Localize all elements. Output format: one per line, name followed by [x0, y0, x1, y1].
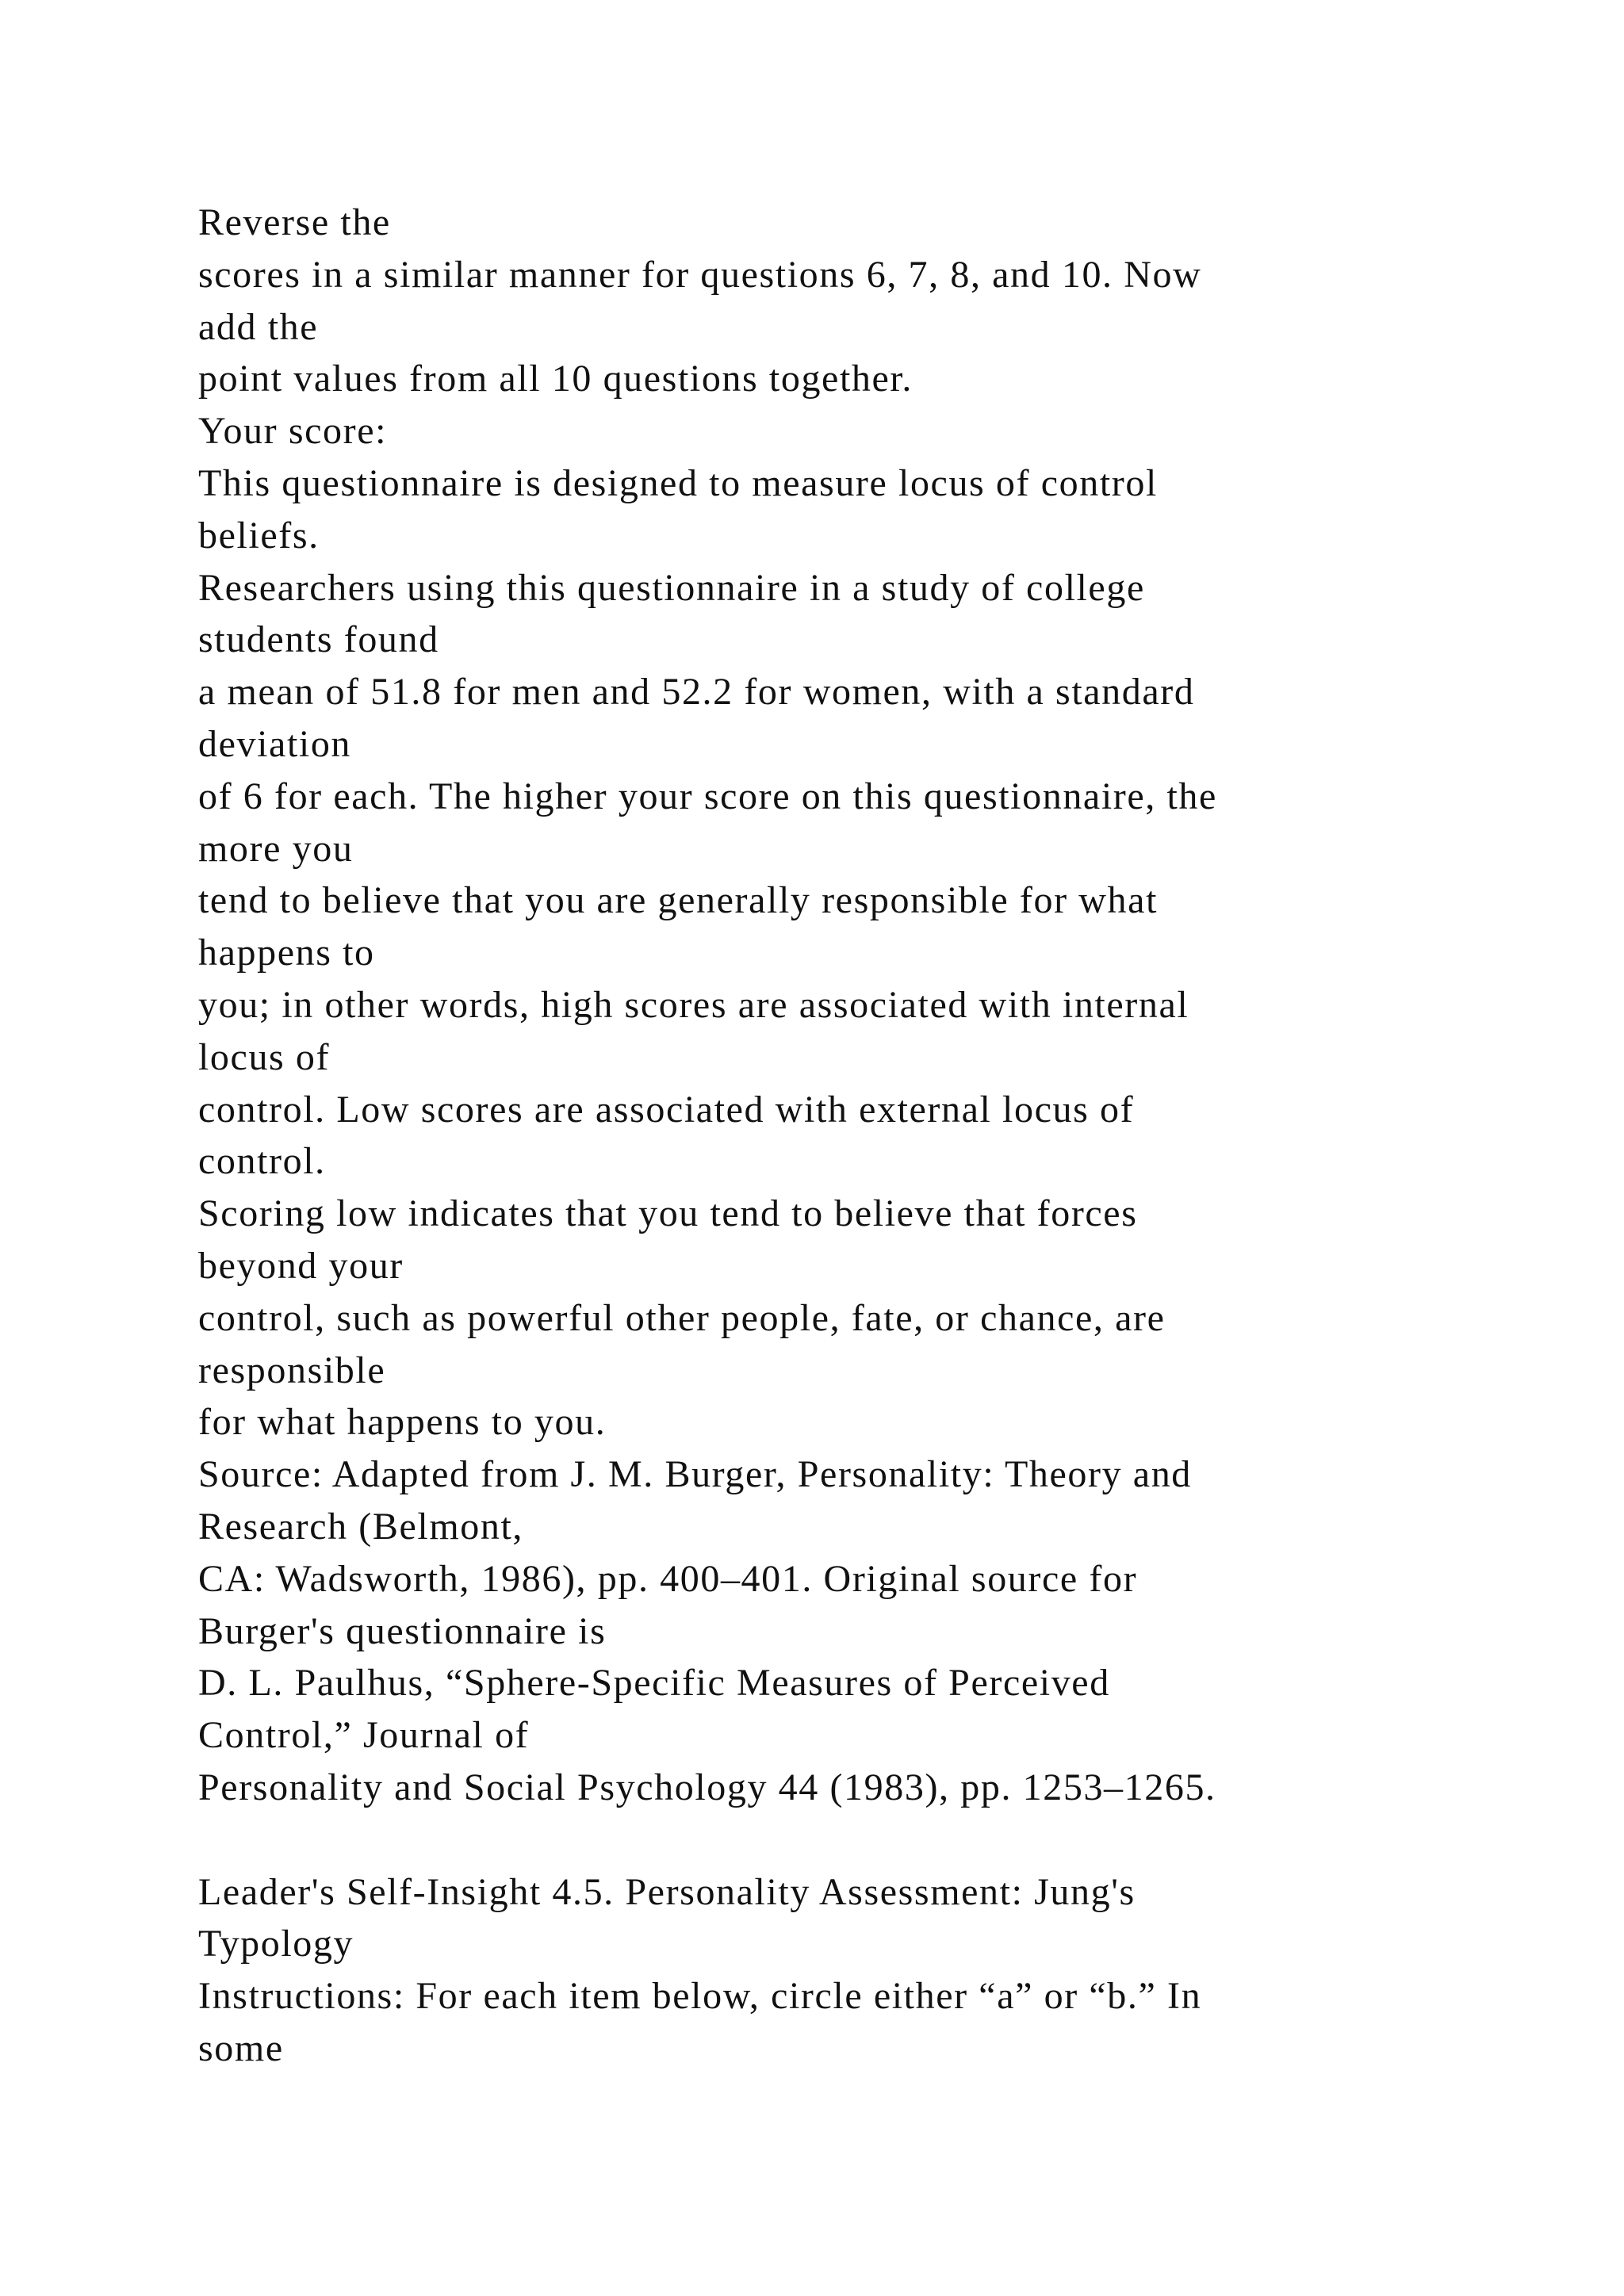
text-line: Your score:	[198, 410, 388, 453]
text-line: add the	[198, 305, 319, 348]
text-line: Personality and Social Psychology 44 (1983), pp. 1253–1265.	[198, 1766, 1216, 1808]
document-text	[198, 197, 1546, 2075]
text-line: beyond your	[198, 1244, 404, 1287]
text-line: locus of	[198, 1035, 331, 1078]
text-line: Control,” Journal of	[198, 1714, 530, 1757]
text-line: deviation	[198, 722, 352, 765]
text-line: you; in other words, high scores are associated with internal	[198, 983, 1189, 1026]
text-line: of 6 for each. The higher your score on this questionnaire, the	[198, 775, 1217, 817]
text-line: D. L. Paulhus, “Sphere-Specific Measures of Perceived	[198, 1662, 1110, 1705]
text-line: control.	[198, 1140, 326, 1183]
text-line: more you	[198, 827, 354, 870]
blank-line	[198, 1814, 1546, 1866]
text-line: Scoring low indicates that you tend to believe that forces	[198, 1192, 1138, 1235]
section-heading-line: Typology	[198, 1923, 354, 1965]
text-line: This questionnaire is designed to measure locus of control	[198, 461, 1158, 504]
text-line: Instructions: For each item below, circle either “a” or “b.” In	[198, 1975, 1202, 2018]
text-line: scores in a similar manner for questions 6, 7, 8, and 10. Now	[198, 253, 1202, 296]
text-line: some	[198, 2026, 284, 2069]
text-line: responsible	[198, 1349, 386, 1391]
text-line: Burger's questionnaire is	[198, 1609, 607, 1652]
text-line: control. Low scores are associated with external locus of	[198, 1088, 1135, 1131]
text-line: Reverse the	[198, 201, 391, 243]
text-line: Researchers using this questionnaire in a study of college	[198, 566, 1145, 609]
text-line: happens to	[198, 932, 375, 974]
text-line: students found	[198, 618, 439, 661]
text-line: a mean of 51.8 for men and 52.2 for women, with a standard	[198, 671, 1195, 714]
text-line: CA: Wadsworth, 1986), pp. 400–401. Original source for	[198, 1557, 1138, 1600]
text-line: Research (Belmont,	[198, 1505, 524, 1548]
text-line: for what happens to you.	[198, 1401, 607, 1444]
text-line: Source: Adapted from J. M. Burger, Personality: Theory and	[198, 1453, 1192, 1496]
text-line: control, such as powerful other people, fate, or chance, are	[198, 1296, 1166, 1339]
text-line: tend to believe that you are generally responsible for what	[198, 879, 1159, 922]
text-line: beliefs.	[198, 514, 320, 557]
section-heading-line: Leader's Self-Insight 4.5. Personality Assessment: Jung's	[198, 1870, 1136, 1913]
text-line: point values from all 10 questions together.	[198, 358, 913, 400]
